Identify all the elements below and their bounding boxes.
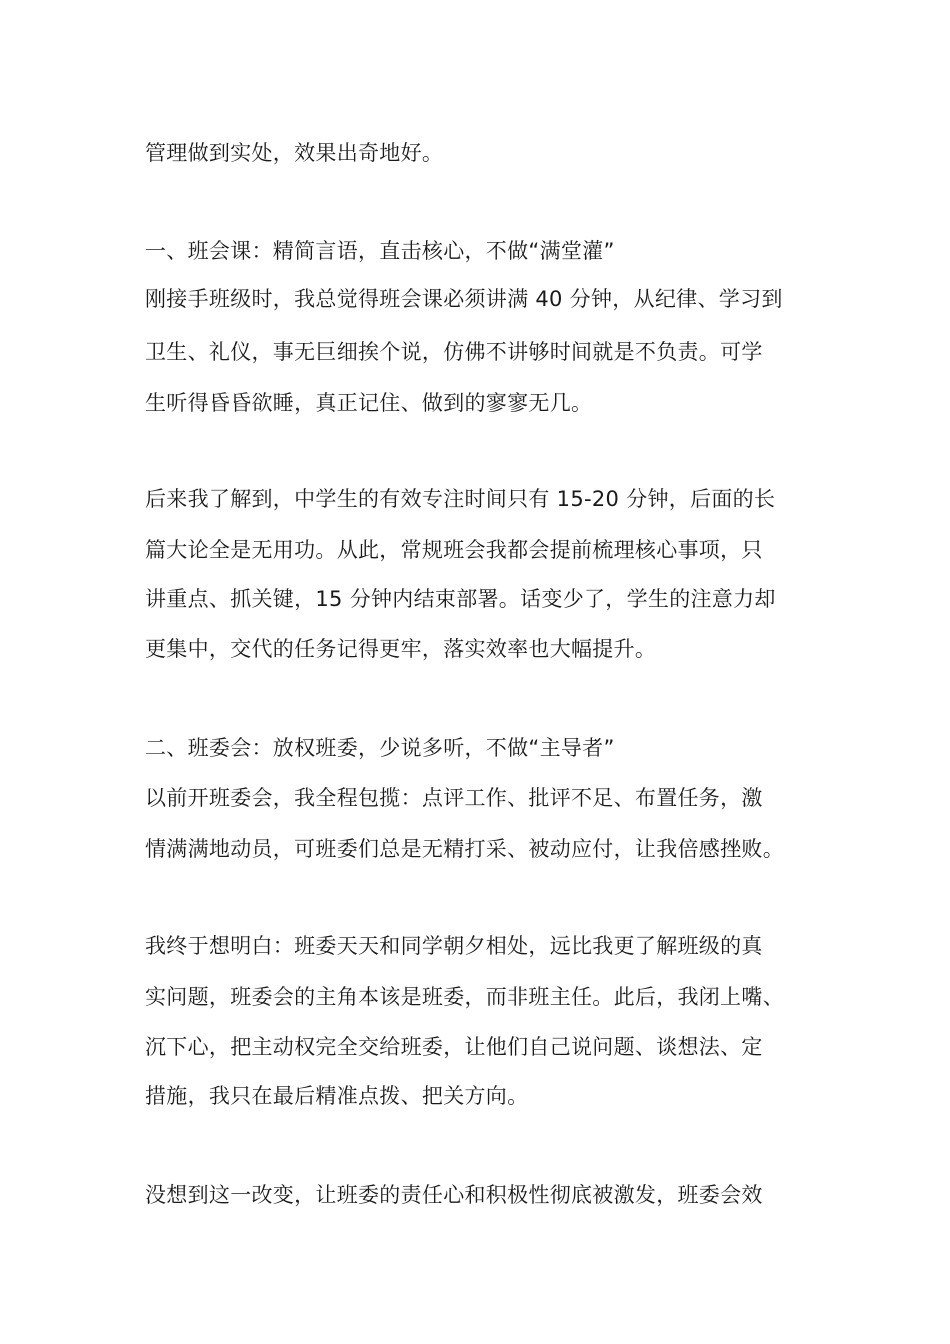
text-line: 生听得昏昏欲睡，真正记住、做到的寥寥无几。 [145, 391, 593, 415]
text-line: 更集中，交代的任务记得更牢，落实效率也大幅提升。 [145, 637, 657, 661]
text-line: 以前开班委会，我全程包揽：点评工作、批评不足、布置任务，激 [145, 786, 763, 810]
text-line: 我终于想明白：班委天天和同学朝夕相处，远比我更了解班级的真 [145, 934, 763, 958]
text-line: 讲重点、抓关键，15 分钟内结束部署。话变少了，学生的注意力却 [145, 587, 776, 611]
text-line: 实问题，班委会的主角本该是班委，而非班主任。此后，我闭上嘴、 [145, 985, 784, 1009]
section-heading: 二、班委会：放权班委，少说多听，不做“主导者” [145, 736, 615, 760]
section-heading: 一、班会课：精简言语，直击核心，不做“满堂灌” [145, 239, 615, 263]
text-line: 措施，我只在最后精准点拨、把关方向。 [145, 1084, 529, 1108]
text-line: 没想到这一改变，让班委的责任心和积极性彻底被激发，班委会效 [145, 1183, 763, 1207]
text-line: 篇大论全是无用功。从此，常规班会我都会提前梳理核心事项，只 [145, 538, 763, 562]
text-line: 刚接手班级时，我总觉得班会课必须讲满 40 分钟，从纪律、学习到 [145, 287, 783, 311]
text-line: 管理做到实处，效果出奇地好。 [145, 141, 444, 165]
text-line: 沉下心，把主动权完全交给班委，让他们自己说问题、谈想法、定 [145, 1035, 763, 1059]
text-line: 情满满地动员，可班委们总是无精打采、被动应付，让我倍感挫败。 [145, 837, 784, 861]
text-line: 卫生、礼仪，事无巨细挨个说，仿佛不讲够时间就是不负责。可学 [145, 340, 763, 364]
text-line: 后来我了解到，中学生的有效专注时间只有 15-20 分钟，后面的长 [145, 487, 776, 511]
